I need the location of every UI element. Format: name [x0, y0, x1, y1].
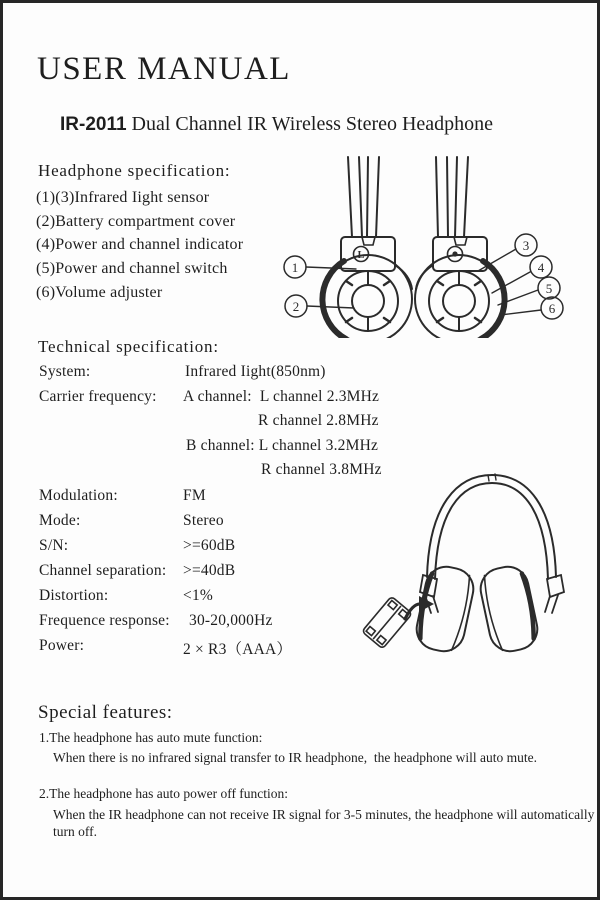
headphone-battery-illustration [361, 465, 593, 670]
spec-row-label: Carrier frequency: [39, 388, 157, 405]
spec-row-value: >=60dB [183, 537, 236, 554]
spec-row-label: Mode: [39, 512, 81, 529]
feature-2-body-line1: When the IR headphone can not receive IR signal for 3-5 minutes, the headphone will automatically [53, 807, 595, 822]
spec-row-label: Channel separation: [39, 562, 167, 579]
spec-row-value: 2 × R3（AAA） [183, 641, 293, 658]
spec-row-label: Frequence response: [39, 612, 170, 629]
spec-row-value: B channel: L channel 3.2MHz [186, 437, 379, 454]
callout-2: 2 [292, 299, 300, 314]
spec-row-label: Distortion: [39, 587, 109, 604]
spec-row-value: R channel 3.8MHz [261, 461, 382, 478]
spec-row-value: <1% [183, 587, 214, 604]
battery-pack-drawing [362, 596, 412, 649]
callout-4: 4 [537, 260, 545, 275]
page-title: USER MANUAL [37, 51, 291, 87]
model-number: IR-2011 [60, 114, 127, 135]
headphone-spec-list [36, 186, 243, 305]
spec-list-item: (4)Power and channel indicator [36, 236, 244, 254]
earcup-diagram [278, 153, 578, 338]
spec-row-label: Power: [39, 637, 85, 654]
left-channel-letter: L [357, 250, 365, 261]
spec-row-value: A channel: L channel 2.3MHz [183, 388, 380, 405]
spec-row-value: Stereo [183, 512, 224, 529]
right-earcup-drawing [415, 157, 505, 338]
left-earcup-drawing [322, 157, 412, 338]
feature-2-title: 2.The headphone has auto power off function: [39, 786, 289, 801]
spec-list-item: (5)Power and channel switch [36, 260, 228, 278]
callout-5: 5 [545, 281, 553, 296]
spec-row-value: Infrared Iight(850nm) [185, 363, 326, 380]
spec-row-label: S/N: [39, 537, 69, 554]
tech-spec-heading: Technical specification: [38, 337, 219, 356]
spec-row-label: System: [39, 363, 91, 380]
subtitle-text: Dual Channel IR Wireless Stereo Headphone [131, 113, 494, 135]
spec-list-item: (2)Battery compartment cover [36, 212, 236, 230]
feature-1-title: 1.The headphone has auto mute function: [39, 730, 263, 745]
spec-row-value: R channel 2.8MHz [258, 412, 379, 429]
spec-row-value: FM [183, 487, 206, 504]
headphone-spec-heading: Headphone specification: [38, 161, 231, 180]
right-cup-drawing [477, 563, 541, 655]
feature-2-body-line2: turn off. [53, 824, 97, 839]
callout-6: 6 [548, 301, 556, 316]
spec-row-label: Modulation: [39, 487, 118, 504]
page-subtitle [60, 113, 493, 136]
spec-row-value: >=40dB [183, 562, 236, 579]
spec-list-item: (6)Volume adjuster [36, 283, 163, 301]
feature-1-body: When there is no infrared signal transfer to IR headphone, the headphone will auto mute. [53, 750, 537, 765]
callout-3: 3 [522, 238, 530, 253]
headband-drawing [420, 474, 564, 613]
callout-1: 1 [291, 260, 299, 275]
spec-row-value: 30-20,000Hz [189, 612, 273, 629]
special-features-heading: Special features: [38, 702, 173, 723]
spec-list-item: (1)(3)Infrared Iight sensor [36, 189, 210, 206]
